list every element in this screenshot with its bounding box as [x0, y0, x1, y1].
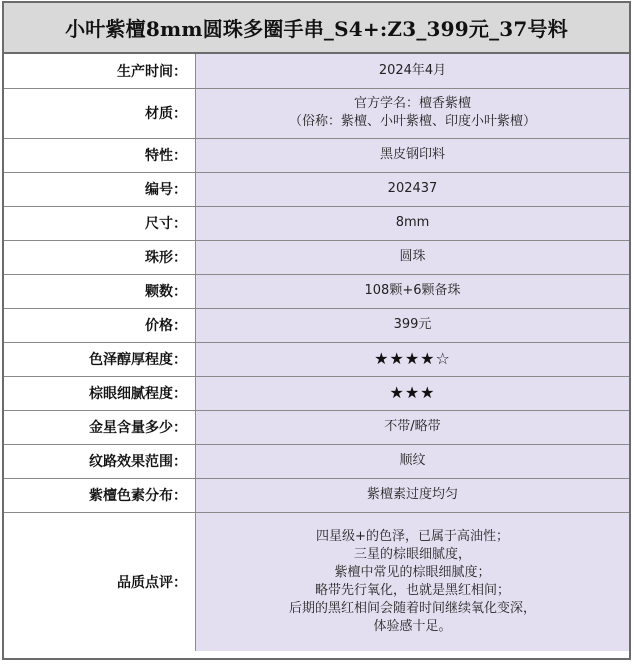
bead-count-value [196, 274, 630, 308]
color-richness-label: 色泽醇厚程度： [4, 342, 196, 376]
row-gold-star-content [4, 410, 629, 444]
pore-fineness-label: 棕眼细腻程度： [4, 376, 196, 410]
quality-review-value-line: 体验感十足。 [373, 618, 452, 634]
pigment-distribution-label: 紫檀色素分布： [4, 478, 196, 512]
row-bead-count [4, 274, 629, 308]
grain-range-label: 纹路效果范围： [4, 444, 196, 478]
price-value-line: 399元 [393, 317, 432, 332]
color-richness-value-line: ★★★★☆ [374, 349, 451, 368]
serial-number-value [196, 172, 630, 206]
grain-range-value-line: 顺纹 [399, 453, 426, 468]
color-richness-value [196, 342, 630, 376]
production-time-label: 生产时间： [4, 54, 196, 88]
row-material [4, 88, 629, 138]
gold-star-content-value [196, 410, 630, 444]
row-size [4, 206, 629, 240]
row-price [4, 308, 629, 342]
size-label: 尺寸： [4, 206, 196, 240]
quality-review-value-line: 四星级+的色泽，已属于高油性； [316, 528, 509, 544]
serial-number-value-line: 202437 [387, 181, 438, 196]
price-label: 价格： [4, 308, 196, 342]
row-feature [4, 138, 629, 172]
row-color-richness [4, 342, 629, 376]
production-time-value [196, 54, 630, 88]
bead-shape-value [196, 240, 630, 274]
material-value [196, 88, 630, 138]
bead-shape-value-line: 圆珠 [399, 249, 426, 264]
feature-label: 特性： [4, 138, 196, 172]
row-production-time [4, 54, 629, 88]
spec-table [4, 54, 629, 651]
material-label: 材质： [4, 88, 196, 138]
feature-value-line: 黑皮钢印料 [379, 147, 445, 162]
row-serial-number [4, 172, 629, 206]
production-time-value-line: 2024年4月 [378, 62, 447, 78]
size-value [196, 206, 630, 240]
feature-value [196, 138, 630, 172]
quality-review-value-line: 紫檀中常见的棕眼细腻度； [334, 564, 491, 580]
quality-review-value [196, 512, 630, 651]
quality-review-value-line: 后期的黑红相间会随着时间继续氧化变深， [288, 600, 536, 616]
pore-fineness-value-line: ★★★ [389, 383, 436, 402]
bead-count-label: 颗数： [4, 274, 196, 308]
row-bead-shape [4, 240, 629, 274]
pigment-distribution-value [196, 478, 630, 512]
serial-number-label: 编号： [4, 172, 196, 206]
size-value-line: 8mm [395, 215, 430, 230]
quality-review-value-line: 三星的棕眼细腻度， [353, 546, 471, 562]
grain-range-value [196, 444, 630, 478]
gold-star-content-value-line: 不带/略带 [384, 419, 441, 434]
bead-count-value-line: 108颗+6颗备珠 [364, 283, 461, 298]
pore-fineness-value [196, 376, 630, 410]
row-pore-fineness [4, 376, 629, 410]
material-value-line: 官方学名：檀香紫檀 [353, 96, 471, 111]
spec-card [2, 1, 631, 660]
pigment-distribution-value-line: 紫檀素过度均匀 [366, 487, 458, 502]
material-value-line: （俗称：紫檀、小叶紫檀、印度小叶紫檀） [288, 114, 536, 129]
row-quality-review [4, 512, 629, 651]
row-grain-range [4, 444, 629, 478]
gold-star-content-label: 金星含量多少： [4, 410, 196, 444]
page-title: 小叶紫檀8mm圆珠多圈手串_S4+:Z3_399元_37号料 [4, 3, 629, 54]
price-value [196, 308, 630, 342]
quality-review-value-line: 略带先行氧化，也就是黑红相间； [314, 582, 510, 598]
quality-review-label: 品质点评： [4, 512, 196, 651]
row-pigment-distribution [4, 478, 629, 512]
bead-shape-label: 珠形： [4, 240, 196, 274]
